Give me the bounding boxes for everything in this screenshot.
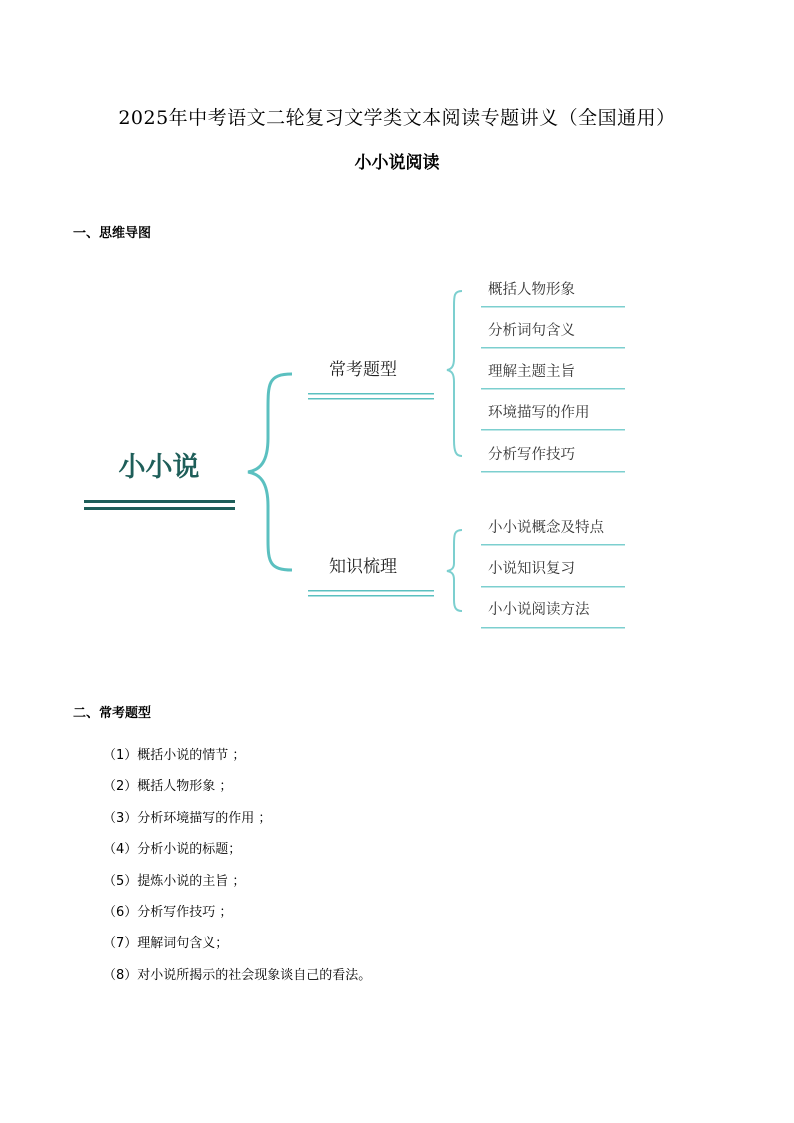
branch-label-0: 常考题型 [329, 360, 397, 380]
leaf-underline [481, 306, 625, 308]
mindmap-root-label: 小小说 [118, 452, 200, 483]
list-item: （8）对小说所揭示的社会现象谈自己的看法。 [103, 967, 372, 983]
leaf-1-0: 小小说概念及特点 [488, 520, 604, 536]
list-item: （4）分析小说的标题； [103, 842, 242, 858]
leaf-underline [481, 471, 625, 473]
branch-brace-1 [447, 530, 462, 611]
leaf-underline [481, 586, 625, 588]
document-subtitle: 小小说阅读 [354, 153, 440, 173]
leaf-1-1: 小说知识复习 [488, 561, 575, 577]
leaf-underline [481, 388, 625, 390]
leaf-underline [481, 429, 625, 431]
leaf-1-2: 小小说阅读方法 [488, 602, 590, 618]
list-item: （6）分析写作技巧 ； [103, 904, 233, 920]
list-item: （2）概括人物形象 ； [103, 779, 233, 795]
branch-underline-0 [308, 393, 434, 400]
main-brace [248, 374, 292, 570]
root-underline [84, 500, 235, 510]
list-item: （5）提炼小说的主旨 ； [103, 873, 246, 889]
list-item: （7）理解词句含义； [103, 936, 229, 952]
leaf-0-3: 环境描写的作用 [488, 405, 590, 421]
branch-brace-0 [447, 291, 462, 456]
list-item: （1）概括小说的情节 ； [103, 748, 246, 763]
leaf-0-2: 理解主题主旨 [488, 364, 575, 380]
leaf-0-4: 分析写作技巧 [488, 447, 575, 463]
branch-label-1: 知识梳理 [329, 557, 397, 577]
branch-underline-1 [308, 590, 434, 597]
section-heading-question-types: 二、常考题型 [73, 706, 152, 721]
leaf-underline [481, 347, 625, 349]
section-heading-mindmap: 一、思维导图 [73, 226, 152, 241]
leaf-underline [481, 627, 625, 629]
leaf-0-0: 概括人物形象 [488, 282, 575, 298]
leaf-underline [481, 544, 625, 546]
leaf-0-1: 分析词句含义 [488, 323, 575, 339]
mind-map [0, 260, 794, 640]
list-item: （3）分析环境描写的作用 ； [103, 810, 272, 826]
question-type-list [103, 748, 371, 999]
document-title: 2025年中考语文二轮复习文学类文本阅读专题讲义（全国通用） [118, 107, 676, 129]
